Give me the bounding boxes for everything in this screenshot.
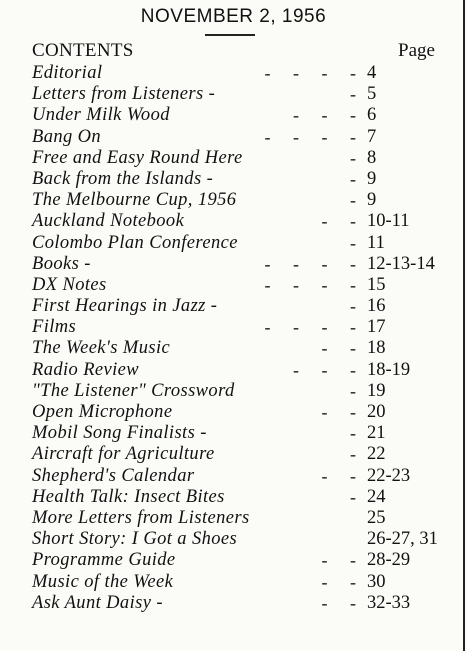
entry-leaders: - - xyxy=(321,211,356,232)
contents-entry xyxy=(0,105,467,126)
entry-page-number: 12-13-14 xyxy=(367,253,435,274)
entry-title: Health Talk: Insect Bites xyxy=(32,486,225,507)
entry-page-number: 11 xyxy=(367,232,385,253)
issue-date: NOVEMBER 2, 1956 xyxy=(140,6,327,27)
contents-entry xyxy=(0,444,467,465)
entry-title: Back from the Islands - xyxy=(32,168,214,189)
entry-page-number: 5 xyxy=(367,84,377,105)
entry-title: Short Story: I Got a Shoes xyxy=(32,529,238,550)
contents-entry xyxy=(0,148,467,169)
entry-page-number: 9 xyxy=(367,168,377,189)
entry-leaders: - xyxy=(350,84,356,105)
entry-leaders: - - xyxy=(321,465,356,486)
contents-entry xyxy=(0,233,467,254)
entry-leaders: - xyxy=(350,232,356,253)
entry-title: Aircraft for Agriculture xyxy=(32,444,215,465)
entry-title: DX Notes xyxy=(32,274,107,295)
entry-page-number: 25 xyxy=(367,507,386,528)
entry-leaders: - - - xyxy=(293,359,356,380)
entry-page-number: 9 xyxy=(367,190,377,211)
entry-leaders: - xyxy=(350,147,356,168)
entry-leaders: - - - - xyxy=(264,253,356,274)
entry-leaders: - - xyxy=(321,571,356,592)
entry-leaders: - - - - xyxy=(264,317,356,338)
entry-page-number: 4 xyxy=(367,63,377,83)
contents-entry xyxy=(0,169,467,190)
entry-page-number: 15 xyxy=(367,274,386,295)
contents-entry xyxy=(0,402,467,423)
contents-entry xyxy=(0,529,467,550)
entry-title: Colombo Plan Conference xyxy=(32,232,238,253)
entry-page-number: 6 xyxy=(367,105,377,126)
entry-title: Shepherd's Calendar xyxy=(32,465,195,486)
entry-title: Bang On xyxy=(32,126,102,147)
entry-leaders: - - xyxy=(321,592,356,613)
contents-entry xyxy=(0,338,467,359)
entry-page-number: 26-27, 31 xyxy=(367,529,438,550)
contents-heading: CONTENTS xyxy=(32,40,134,61)
entry-title: Editorial xyxy=(32,63,103,83)
entry-title: "The Listener" Crossword xyxy=(32,380,235,401)
contents-entry xyxy=(0,254,467,275)
entry-title: Free and Easy Round Here xyxy=(32,147,243,168)
contents-entry xyxy=(0,211,467,232)
contents-entry xyxy=(0,190,467,211)
entry-page-number: 10-11 xyxy=(367,211,410,232)
contents-entry xyxy=(0,84,467,105)
contents-entry xyxy=(0,550,467,571)
entry-title: Auckland Notebook xyxy=(32,211,185,232)
entry-page-number: 18-19 xyxy=(367,359,411,380)
contents-entry xyxy=(0,296,467,317)
entry-title: More Letters from Listeners xyxy=(32,507,250,528)
entry-title: Ask Aunt Daisy - xyxy=(32,592,163,613)
contents-entry xyxy=(0,63,467,84)
entry-page-number: 18 xyxy=(367,338,386,359)
entry-page-number: 22 xyxy=(367,444,386,465)
entry-page-number: 22-23 xyxy=(367,465,411,486)
entry-leaders: - - xyxy=(321,402,356,422)
entry-leaders: - xyxy=(350,423,356,444)
contents-entry xyxy=(0,508,467,529)
entry-leaders: - - xyxy=(321,338,356,359)
entry-title: Mobil Song Finalists - xyxy=(32,423,207,444)
entry-title: First Hearings in Jazz - xyxy=(32,296,218,317)
entry-leaders: - xyxy=(350,486,356,507)
entry-page-number: 28-29 xyxy=(367,550,411,571)
entry-leaders: - - - xyxy=(293,105,356,126)
entry-title: Programme Guide xyxy=(32,550,176,571)
contents-entry xyxy=(0,127,467,148)
entry-page-number: 7 xyxy=(367,126,377,147)
entry-leaders: - - xyxy=(321,550,356,571)
contents-entry xyxy=(0,275,467,296)
entry-title: Letters from Listeners - xyxy=(32,84,216,105)
contents-entry xyxy=(0,360,467,381)
entry-leaders: - xyxy=(350,380,356,401)
entry-leaders: - - - - xyxy=(264,274,356,295)
contents-entry xyxy=(0,487,467,508)
page-column-heading: Page xyxy=(398,40,435,61)
entry-page-number: 16 xyxy=(367,296,386,317)
contents-entry xyxy=(0,572,467,593)
contents-entry xyxy=(0,381,467,402)
entry-title: The Week's Music xyxy=(32,338,171,359)
entry-title: Films xyxy=(32,317,77,338)
entry-page-number: 19 xyxy=(367,380,386,401)
entry-title: Books - xyxy=(32,253,91,274)
entry-title: The Melbourne Cup, 1956 xyxy=(32,190,237,211)
entry-leaders: - xyxy=(350,190,356,211)
entry-page-number: 8 xyxy=(367,147,377,168)
entry-page-number: 20 xyxy=(367,402,386,422)
entry-leaders: - xyxy=(350,444,356,465)
entry-page-number: 24 xyxy=(367,486,386,507)
contents-entry xyxy=(0,593,467,614)
entry-page-number: 32-33 xyxy=(367,592,411,613)
entry-title: Music of the Week xyxy=(32,571,174,592)
entry-leaders: - - - - xyxy=(264,63,356,83)
entry-leaders: - xyxy=(350,168,356,189)
contents-list xyxy=(0,63,467,614)
entry-title: Open Microphone xyxy=(32,402,173,422)
date-underline xyxy=(205,34,255,36)
entry-page-number: 17 xyxy=(367,317,386,338)
entry-page-number: 30 xyxy=(367,571,386,592)
contents-entry xyxy=(0,466,467,487)
entry-title: Under Milk Wood xyxy=(32,105,170,126)
entry-page-number: 21 xyxy=(367,423,386,444)
entry-title: Radio Review xyxy=(32,359,140,380)
contents-entry xyxy=(0,317,467,338)
contents-entry xyxy=(0,423,467,444)
entry-leaders: - - - - xyxy=(264,126,356,147)
entry-leaders: - xyxy=(350,296,356,317)
